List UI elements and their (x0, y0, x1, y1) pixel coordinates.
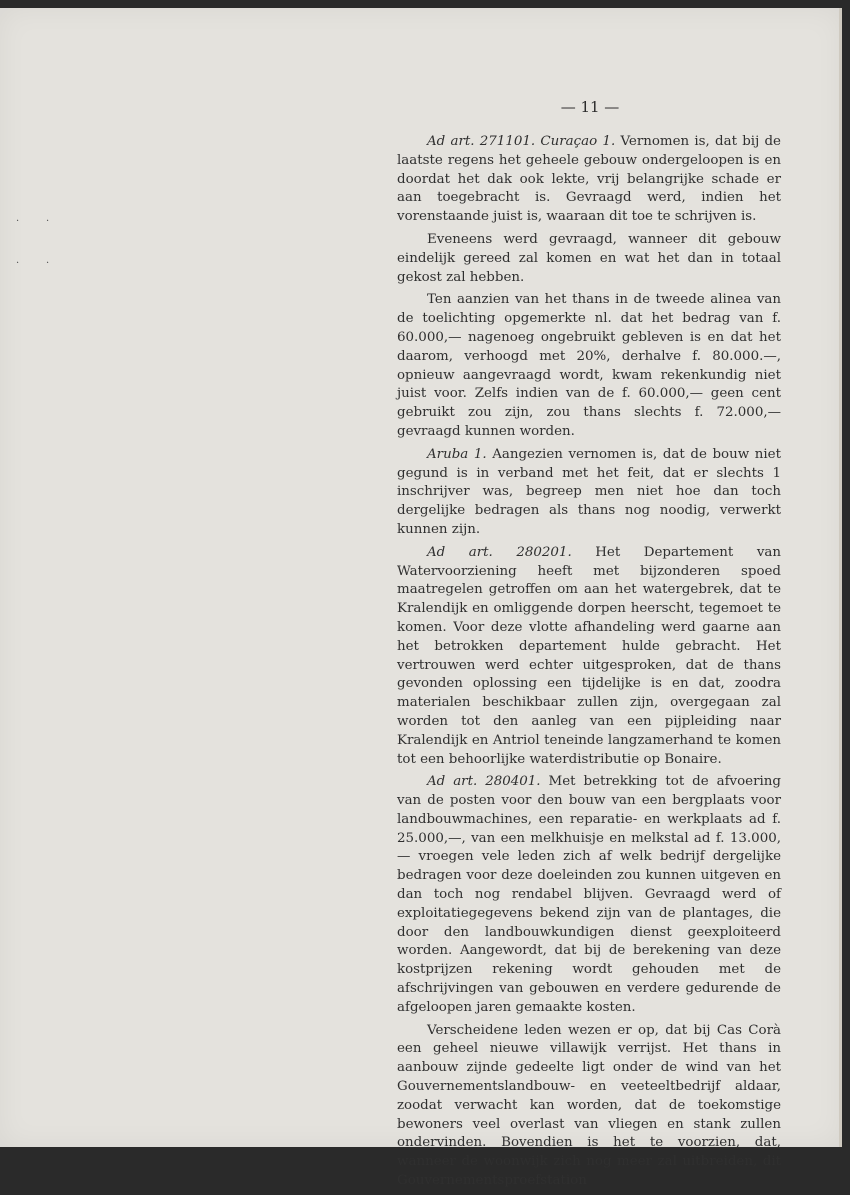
paragraph-text: Verscheidene leden wezen er op, dat bij Cas Corà een geheel nieuwe villawijk verrijst. Het thans in aanbouw zijnde gedeelte ligt onder de wind van het Gouvernementslandbouw- en veeteeltbedrijf aldaar, zoodat verwacht kan worden, dat de toekomstige bewoners veel overlast van vliegen en stank zullen ondervinden. Bovendien is het te voorzien, dat, wanneer de woonwijk zich nog meer zal uitbreiden, dit Gouvernementsproefstation (397, 1022, 781, 1189)
paragraph-text: Aangezien vernomen is, dat de bouw niet gegund is in verband met het feit, dat er slechts 1 inschrijver was, begreep men niet hoe dan toch dergelijke bedragen als thans nog noodig, verwerkt kunnen zijn. (397, 446, 781, 537)
margin-mark: · (46, 216, 50, 227)
paragraph (397, 133, 781, 227)
paragraph (397, 231, 781, 287)
text-column (397, 133, 781, 1195)
paragraph-text: Met betrekking tot de afvoering van de posten voor den bouw van een bergplaats voor landbouwmachines, een reparatie- en werkplaats ad f. 25.000,—, van een melkhuisje en melkstal ad f. 13.000,— vroegen vele leden zich af welk bedrijf dergelijke bedragen voor deze doeleinden zou kunnen uitgeven en dan toch nog rendabel blijven. Gevraagd werd of exploitatiegegevens bekend zijn van de plantages, die door den landbouwkundigen dienst geexploiteerd worden. Aangewordt, dat bij de berekening van deze kostprijzen rekening wordt gehouden met de afschrijvingen van gebouwen en verdere gedurende de afgeloopen jaren gemaakte kosten. (397, 774, 781, 1015)
paragraph-lead: Ad art. 280401. (427, 774, 541, 790)
paragraph-text: Vernomen is, dat bij de laatste regens het geheele gebouw ondergeloopen is en doordat het dak ook lekte, vrij belangrijke schade er aan toegebracht is. Gevraagd werd, indien het vorenstaande juist is, waaraan dit toe te schrijven is. (397, 134, 781, 225)
paragraph (397, 1022, 781, 1191)
page-edge (839, 8, 842, 1147)
margin-mark: · (16, 216, 20, 227)
paragraph-text: Eveneens werd gevraagd, wanneer dit gebouw eindelijk gereed zal komen en wat het dan in totaal gekost zal hebben. (397, 231, 781, 285)
page-number: — 11 — (560, 98, 620, 116)
paragraph (397, 446, 781, 540)
margin-mark: · (16, 258, 20, 269)
document-page (0, 8, 842, 1189)
margin-mark: · (46, 258, 50, 269)
paragraph-text: Ten aanzien van het thans in de tweede alinea van de toelichting opgemerkte nl. dat het bedrag van f. 60.000,— nagenoeg ongebruikt gebleven is en dat het daarom, verhoogd met 20%, derhalve f. 80.000.—, opnieuw aangevraagd wordt, kwam rekenkundig niet juist voor. Zelfs indien van de f. 60.000,— geen cent gebruikt zou zijn, zou thans slechts f. 72.000,— gevraagd kunnen worden. (397, 292, 781, 439)
paragraph (397, 773, 781, 1017)
paragraph (397, 544, 781, 770)
paragraph-lead: Ad art. 280201. (427, 544, 572, 560)
paragraph (397, 291, 781, 441)
paragraph-lead: Ad art. 271101. Curaçao 1. (427, 134, 616, 149)
paragraph-lead: Aruba 1. (427, 446, 487, 462)
paragraph-text: Het Departement van Watervoorziening heeft met bijzonderen spoed maatregelen getroffen om aan het watergebrek, dat te Kralendijk en omliggende dorpen heerscht, tegemoet te komen. Voor deze vlotte afhandeling werd gaarne aan het betrokken departement hulde gebracht. Het vertrouwen werd echter uitgesproken, dat de thans gevonden oplossing een tijdelijke is en dat, zoodra materialen beschikbaar zullen zijn, overgegaan zal worden tot den aanleg van een pijpleiding naar Kralendijk en Antriol teneinde langzamerhand te komen tot een behoorlijke waterdistributie op Bonaire. (397, 544, 781, 767)
